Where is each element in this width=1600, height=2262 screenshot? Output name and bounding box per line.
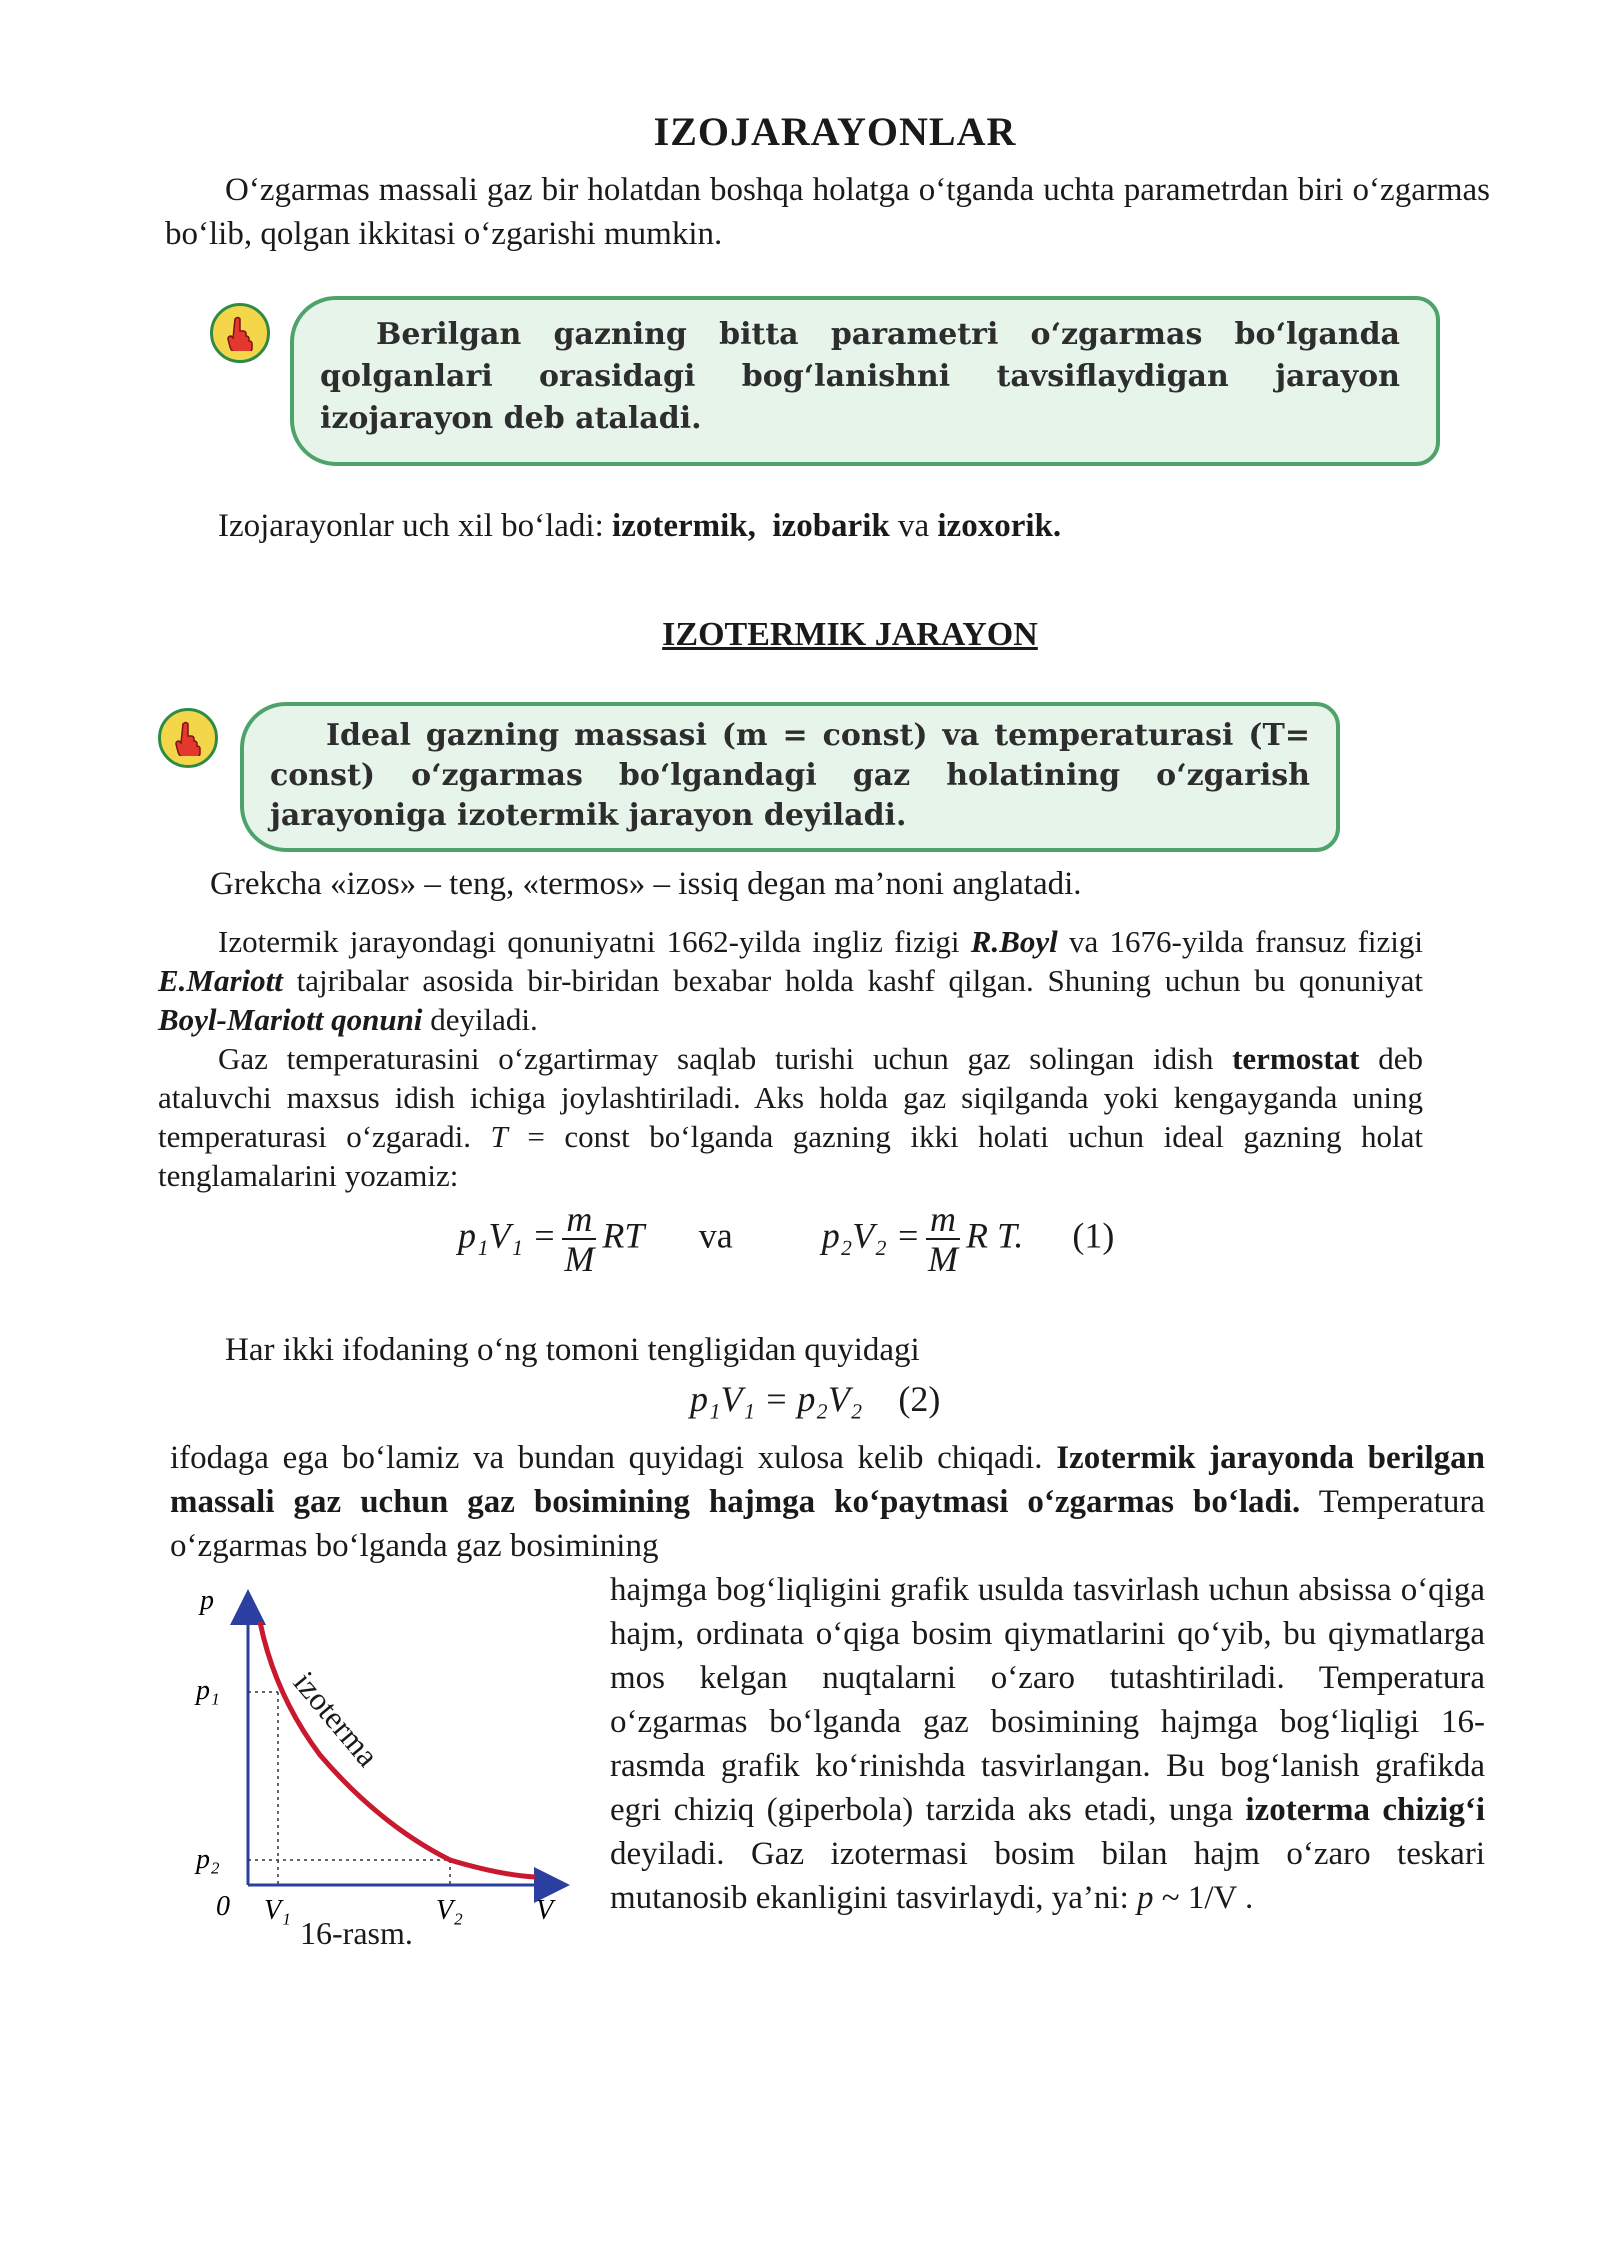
- eq2-expr: p₁V₁ = p₂V₂: [690, 1379, 863, 1419]
- intro-paragraph: [165, 168, 1490, 256]
- relation-rest: ~ 1/V .: [1153, 1880, 1254, 1916]
- thermostat-text-b: deb ataluvchi maxsus idish ichiga joylashtiriladi. Aks holda gaz siqilganda yoki kengayganda uning temperaturasi o‘zgaradi.: [158, 1041, 1423, 1154]
- eq1-lhs1: p₁V₁ =: [458, 1215, 557, 1256]
- conclusion-text-b: Temperatura o‘zgarmas bo‘lganda gaz bosimining: [170, 1484, 1485, 1564]
- page-title: IZOJARAYONLAR: [653, 109, 1017, 154]
- history-paragraph: [158, 922, 1423, 1195]
- graph-explanation: [610, 1568, 1485, 1920]
- conclusion-text-a: ifodaga ega bo‘lamiz va bundan quyidagi xulosa kelib chiqadi.: [170, 1440, 1057, 1476]
- greek-note: Grekcha «izos» – teng, «termos» – issiq degan ma’noni anglatadi.: [210, 866, 1082, 902]
- history-text-d: deyiladi.: [422, 1002, 538, 1037]
- both-sides-text: Har ikki ifodaning o‘ng tomoni tengligidan quyidagi: [225, 1332, 920, 1368]
- eq1-fraction-2: $\frac{m}{M}$: [928, 1199, 959, 1279]
- thermostat-term: termostat: [1232, 1041, 1360, 1076]
- process-types: [218, 504, 1518, 548]
- mariotte-name: E.Mariott: [158, 963, 283, 998]
- intro-text: O‘zgarmas massali gaz bir holatdan boshqa holatga o‘tganda uchta parametrdan biri o‘zgarmas bo‘lib, qolgan ikkitasi o‘zgarishi mumkin.: [165, 172, 1490, 252]
- types-and: va: [889, 508, 938, 544]
- equation-1: [458, 1200, 1114, 1278]
- p2-label: p₂: [196, 1844, 220, 1875]
- eq1-rhs2: R T.: [966, 1215, 1024, 1256]
- curve-label: izoterma: [286, 1664, 387, 1774]
- types-lead: Izojarayonlar uch xil bo‘ladi:: [218, 508, 613, 544]
- history-text-a: Izotermik jarayondagi qonuniyatni 1662-yilda ingliz fizigi: [218, 924, 971, 959]
- thermostat-text-a: Gaz temperaturasini o‘zgartirmay saqlab turishi uchun gaz solingan idish: [218, 1041, 1233, 1076]
- pointing-hand-icon: [158, 708, 218, 768]
- y-axis-label: p: [200, 1585, 214, 1616]
- graph-text-a: hajmga bog‘liqligini grafik usulda tasvirlash uchun absissa o‘qiga hajm, ordinata o‘qiga bosim qiymatlarini qo‘yib, bu qiymatlarga mos kelgan nuqtalarni o‘zaro tutashtiriladi. Temperatura o‘zgarmas bo‘lganda gaz bosimining hajmga bog‘liqligi 16-rasmda grafik ko‘rinishda tasvirlangan. Bu bog‘lanish grafikda egri chiziq (giperbola) tarzida aks etadi, unga: [610, 1572, 1485, 1828]
- origin-label: 0: [216, 1891, 230, 1922]
- definition-callout-izotermik: [240, 702, 1340, 852]
- history-text-c: tajribalar asosida bir-biridan bexabar holda kashf qilgan. Shuning uchun bu qonuniyat: [282, 963, 1423, 998]
- callout2-text: Ideal gazning massasi (m = const) va temperaturasi (T= const) o‘zgarmas bo‘lgandagi gaz holatining o‘zgarish jarayoniga izotermik jarayon deyiladi.: [270, 718, 1310, 833]
- v1-label: V₁: [264, 1895, 291, 1925]
- boyle-mariotte-law: Boyl-Mariott qonuni: [158, 1002, 423, 1037]
- type-izotermik: izotermik,: [612, 508, 756, 544]
- v2-label: V₂: [436, 1895, 463, 1925]
- figure-caption: 16-rasm.: [300, 1915, 413, 1951]
- eq1-and: va: [698, 1215, 733, 1256]
- isotherm-graph: [180, 1585, 580, 1925]
- thermostat-text-c: = const bo‘lganda gazning ikki holati uchun ideal gazning holat tenglamalarini yozamiz:: [158, 1119, 1423, 1193]
- eq1-rhs1: RT: [602, 1215, 644, 1256]
- pointing-hand-icon: [210, 303, 270, 363]
- section-title: IZOTERMIK JARAYON: [662, 616, 1038, 653]
- conclusion-paragraph: [170, 1436, 1485, 1568]
- boyle-name: R.Boyl: [970, 924, 1058, 959]
- eq1-fraction-1: $\frac{m}{M}$: [564, 1199, 595, 1279]
- callout1-text: Berilgan gazning bitta parametri o‘zgarmas bo‘lganda qolganlari orasidagi bog‘lanishni tavsiflaydigan jarayon izojarayon deb ataladi.: [320, 317, 1400, 436]
- eq1-label: (1): [1072, 1215, 1115, 1256]
- type-izoxorik: izoxorik.: [937, 508, 1062, 544]
- conclusion-law: Izotermik jarayonda berilgan massali gaz uchun gaz bosimining hajmga ko‘paytmasi o‘zgarmas bo‘ladi.: [170, 1440, 1485, 1520]
- equation-2: [690, 1378, 940, 1420]
- eq2-label: (2): [898, 1379, 941, 1419]
- type-izobarik: izobarik: [772, 508, 890, 544]
- p1-label: p₁: [196, 1675, 220, 1706]
- isotherm-curve: [260, 1622, 535, 1877]
- relation-p: p: [1137, 1880, 1154, 1916]
- graph-text-b: deyiladi. Gaz izotermasi bosim bilan hajm o‘zaro teskari mutanosib ekanligini tasvirlaydi, ya’ni:: [610, 1836, 1485, 1916]
- history-text-b: va 1676-yilda fransuz fizigi: [1057, 924, 1423, 959]
- eq1-lhs2: p₂V₂ =: [821, 1215, 921, 1256]
- definition-callout-izojarayon: [290, 296, 1440, 466]
- x-axis-label: V: [536, 1895, 554, 1925]
- temperature-symbol: T: [490, 1119, 508, 1154]
- isotherm-line-term: izoterma chizig‘i: [1245, 1792, 1485, 1828]
